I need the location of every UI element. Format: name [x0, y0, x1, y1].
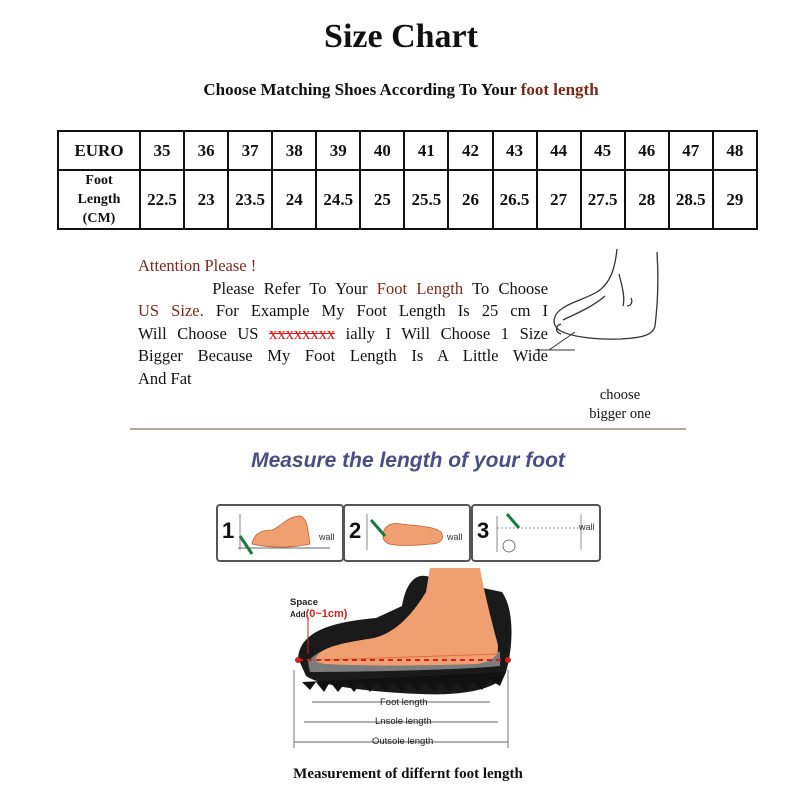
euro-row [58, 131, 757, 170]
attention-highlight: Foot Length [376, 278, 464, 298]
foot-length-cell: 29 [713, 170, 757, 229]
step-number: 1 [222, 518, 235, 543]
euro-size-cell: 47 [669, 131, 713, 170]
attention-heading: Attention Please ! [138, 256, 257, 275]
step-3-panel [471, 504, 601, 562]
foot-length-cell: 22.5 [140, 170, 184, 229]
foot-length-header [58, 170, 140, 229]
step-2-panel [343, 504, 471, 562]
euro-size-cell: 35 [140, 131, 184, 170]
wall-label: wall [579, 522, 595, 532]
euro-size-cell: 39 [316, 131, 360, 170]
choose-note-line: choose [599, 387, 641, 403]
insole-length-label: Lnsole length [375, 716, 432, 727]
attention-line [138, 278, 548, 301]
attention-line [138, 300, 548, 323]
euro-size-cell: 41 [404, 131, 448, 170]
euro-size-cell: 43 [493, 131, 537, 170]
foot-length-header-line: (CM) [82, 211, 116, 226]
space-label [290, 597, 347, 620]
space-add-text: Add [290, 610, 306, 619]
attention-text: Will Choose US [138, 323, 259, 343]
choose-note-line: bigger one [589, 406, 651, 422]
foot-length-cell: 25.5 [404, 170, 448, 229]
divider [130, 428, 686, 430]
foot-length-row [58, 170, 757, 229]
attention-struck-text: xxxxxxxx [269, 323, 336, 343]
space-range-text: (0~1cm) [305, 608, 348, 620]
subtitle-highlight: foot length [520, 80, 599, 99]
foot-length-cell: 23 [184, 170, 228, 229]
foot-length-cell: 26.5 [493, 170, 537, 229]
attention-text: ially I Will Choose 1 Size [345, 323, 549, 343]
step-1-panel [216, 504, 344, 562]
euro-size-cell: 46 [625, 131, 669, 170]
euro-size-cell: 48 [713, 131, 757, 170]
wall-label: wall [319, 532, 335, 542]
page-title: Size Chart [324, 18, 478, 55]
foot-length-label: Foot length [380, 697, 428, 708]
foot-sketch-illustration [535, 244, 670, 359]
choose-bigger-note [560, 386, 680, 424]
space-text: Space [290, 597, 318, 608]
foot-length-cell: 23.5 [228, 170, 272, 229]
outsole-length-label: Outsole length [372, 736, 434, 747]
attention-text: For Example My Foot Length Is 25 cm I [215, 301, 549, 320]
attention-line: And Fat [138, 368, 192, 388]
foot-length-cell: 28 [625, 170, 669, 229]
foot-length-cell: 24 [272, 170, 316, 229]
euro-size-cell: 38 [272, 131, 316, 170]
foot-length-cell: 27.5 [581, 170, 625, 229]
bottom-caption: Measurement of differnt foot length [293, 766, 523, 782]
attention-line [138, 323, 548, 346]
foot-length-header-line: Foot [85, 173, 113, 188]
foot-length-cell: 28.5 [669, 170, 713, 229]
euro-size-cell: 37 [228, 131, 272, 170]
euro-size-cell: 40 [360, 131, 404, 170]
euro-size-cell: 45 [581, 131, 625, 170]
step-number: 3 [477, 518, 490, 543]
euro-size-cell: 44 [537, 131, 581, 170]
subtitle-prefix: Choose Matching Shoes According To Your [203, 80, 517, 99]
foot-length-cell: 25 [360, 170, 404, 229]
foot-length-cell: 27 [537, 170, 581, 229]
measure-heading: Measure the length of your foot [251, 449, 565, 472]
ruler-mark-icon [489, 510, 593, 556]
attention-note [138, 255, 548, 390]
foot-length-cell: 24.5 [316, 170, 360, 229]
euro-size-cell: 42 [448, 131, 492, 170]
wall-label: wall [447, 532, 463, 542]
attention-text: Please Refer To Your [212, 278, 368, 298]
attention-text: To Choose [472, 278, 549, 298]
foot-length-header-line: Length [77, 192, 121, 207]
size-table [57, 130, 758, 230]
foot-length-cell: 26 [448, 170, 492, 229]
step-number: 2 [349, 518, 362, 543]
euro-size-cell: 36 [184, 131, 228, 170]
subtitle [0, 80, 802, 100]
euro-header: EURO [58, 131, 140, 170]
attention-highlight: US Size. [138, 301, 204, 320]
attention-line: Bigger Because My Foot Length Is A Little Wide [138, 346, 548, 365]
